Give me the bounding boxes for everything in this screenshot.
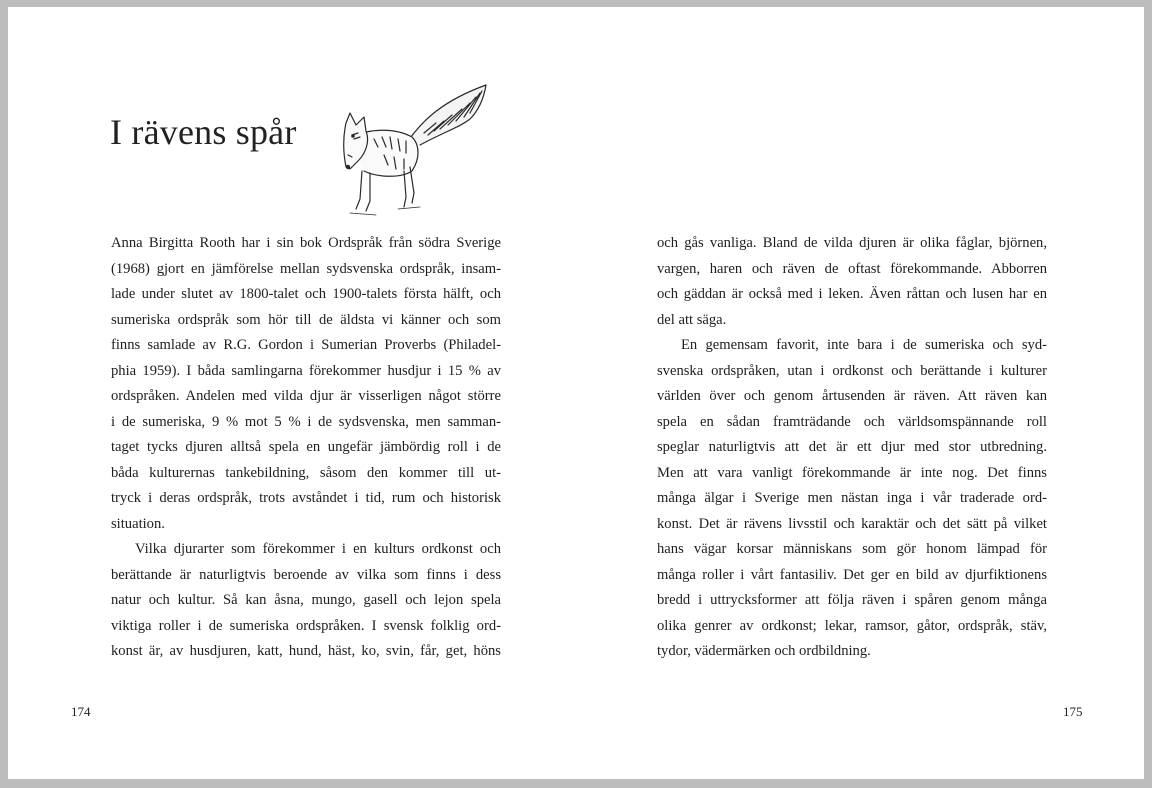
text-line: och gäddan är också med i leken. Även råttan och lusen har en <box>657 286 1047 302</box>
text-line: situation. <box>111 515 165 532</box>
text-line: lade under slutet av 1800-talet och 1900-talets första hälft, och <box>111 286 501 302</box>
text-line: del att säga. <box>657 311 727 328</box>
text-line: vargen, haren och räven de oftast förekommande. Abborren <box>657 260 1047 277</box>
text-line: Men att vara vanligt förekommande är inte nog. Det finns <box>657 464 1047 481</box>
text-line: världen över och genom årtusenden är räven. Att räven kan <box>657 388 1047 404</box>
page-number: 174 <box>71 704 91 719</box>
text-line: olika genrer av ordkonst; lekar, ramsor, gåtor, ordspråk, stäv, <box>657 617 1047 634</box>
text-line: Vilka djurarter som förekommer i en kulturs ordkonst och <box>135 541 501 557</box>
text-line: En gemensam favorit, inte bara i de sumeriska och syd- <box>681 337 1047 353</box>
page-number: 175 <box>1063 704 1083 719</box>
left-body-text <box>111 231 501 665</box>
text-line: tryck i deras ordspråk, trots avståndet i tid, rum och historisk <box>111 490 501 506</box>
text-line: speglar naturligtvis att det är ett djur med stor utbredning. <box>657 439 1047 455</box>
text-line: (1968) gjort en jämförelse mellan sydsvenska ordspråk, insam- <box>111 260 501 277</box>
text-line: båda kulturernas tankebildning, såsom den kommer till ut- <box>111 464 501 481</box>
left-page <box>8 7 576 779</box>
text-line: Anna Birgitta Rooth har i sin bok Ordspråk från södra Sverige <box>111 235 501 251</box>
text-line: svenska ordspråken, utan i ordkonst och berättande i kulturer <box>657 362 1047 379</box>
text-line: ordspråken. Andelen med vilda djur är visserligen något större <box>111 388 501 404</box>
text-line: tydor, vädermärken och ordbildning. <box>657 643 871 659</box>
text-line: viktiga roller i de sumeriska ordspråken. I svensk folklig ord- <box>111 617 501 634</box>
text-line: phia 1959). I båda samlingarna förekommer husdjur i 15 % av <box>111 362 501 379</box>
text-line: taget tycks djuren alltså spela en ungefär jämbördig roll i de <box>111 439 501 455</box>
right-body-text <box>657 231 1047 665</box>
text-line: finns samlade av R.G. Gordon i Sumerian Proverbs (Philadel- <box>111 337 501 353</box>
right-page <box>576 7 1144 779</box>
chapter-title: I rävens spår <box>110 112 297 152</box>
fox-illustration <box>324 75 500 225</box>
text-line: och gås vanliga. Bland de vilda djuren är olika fåglar, björnen, <box>657 235 1047 251</box>
text-line: många älgar i Sverige men nästan inga i vår traderade ord- <box>657 490 1047 506</box>
text-line: i de sumeriska, 9 % mot 5 % i de sydsvenska, men samman- <box>111 413 501 430</box>
text-line: hans vägar korsar människans som gör honom lämpad för <box>657 541 1047 557</box>
text-line: bredd i uttrycksformer att följa räven i spåren genom många <box>657 592 1047 608</box>
text-line: konst. Det är rävens livsstil och karaktär och det sätt på vilket <box>657 515 1047 532</box>
text-line: sumeriska ordspråk som hör till de äldsta vi känner och som <box>111 311 501 328</box>
text-line: konst är, av husdjuren, katt, hund, häst, ko, svin, får, get, höns <box>111 643 501 659</box>
text-line: natur och kultur. Så kan åsna, mungo, gasell och lejon spela <box>111 592 501 608</box>
book-spread <box>8 7 1144 779</box>
text-line: många roller i vårt fantasiliv. Det ger en bild av djurfiktionens <box>657 566 1047 583</box>
text-line: spela en sådan framträdande och världsomspännande roll <box>657 413 1047 430</box>
text-line: berättande är naturligtvis beroende av vilka som finns i dess <box>111 566 501 583</box>
